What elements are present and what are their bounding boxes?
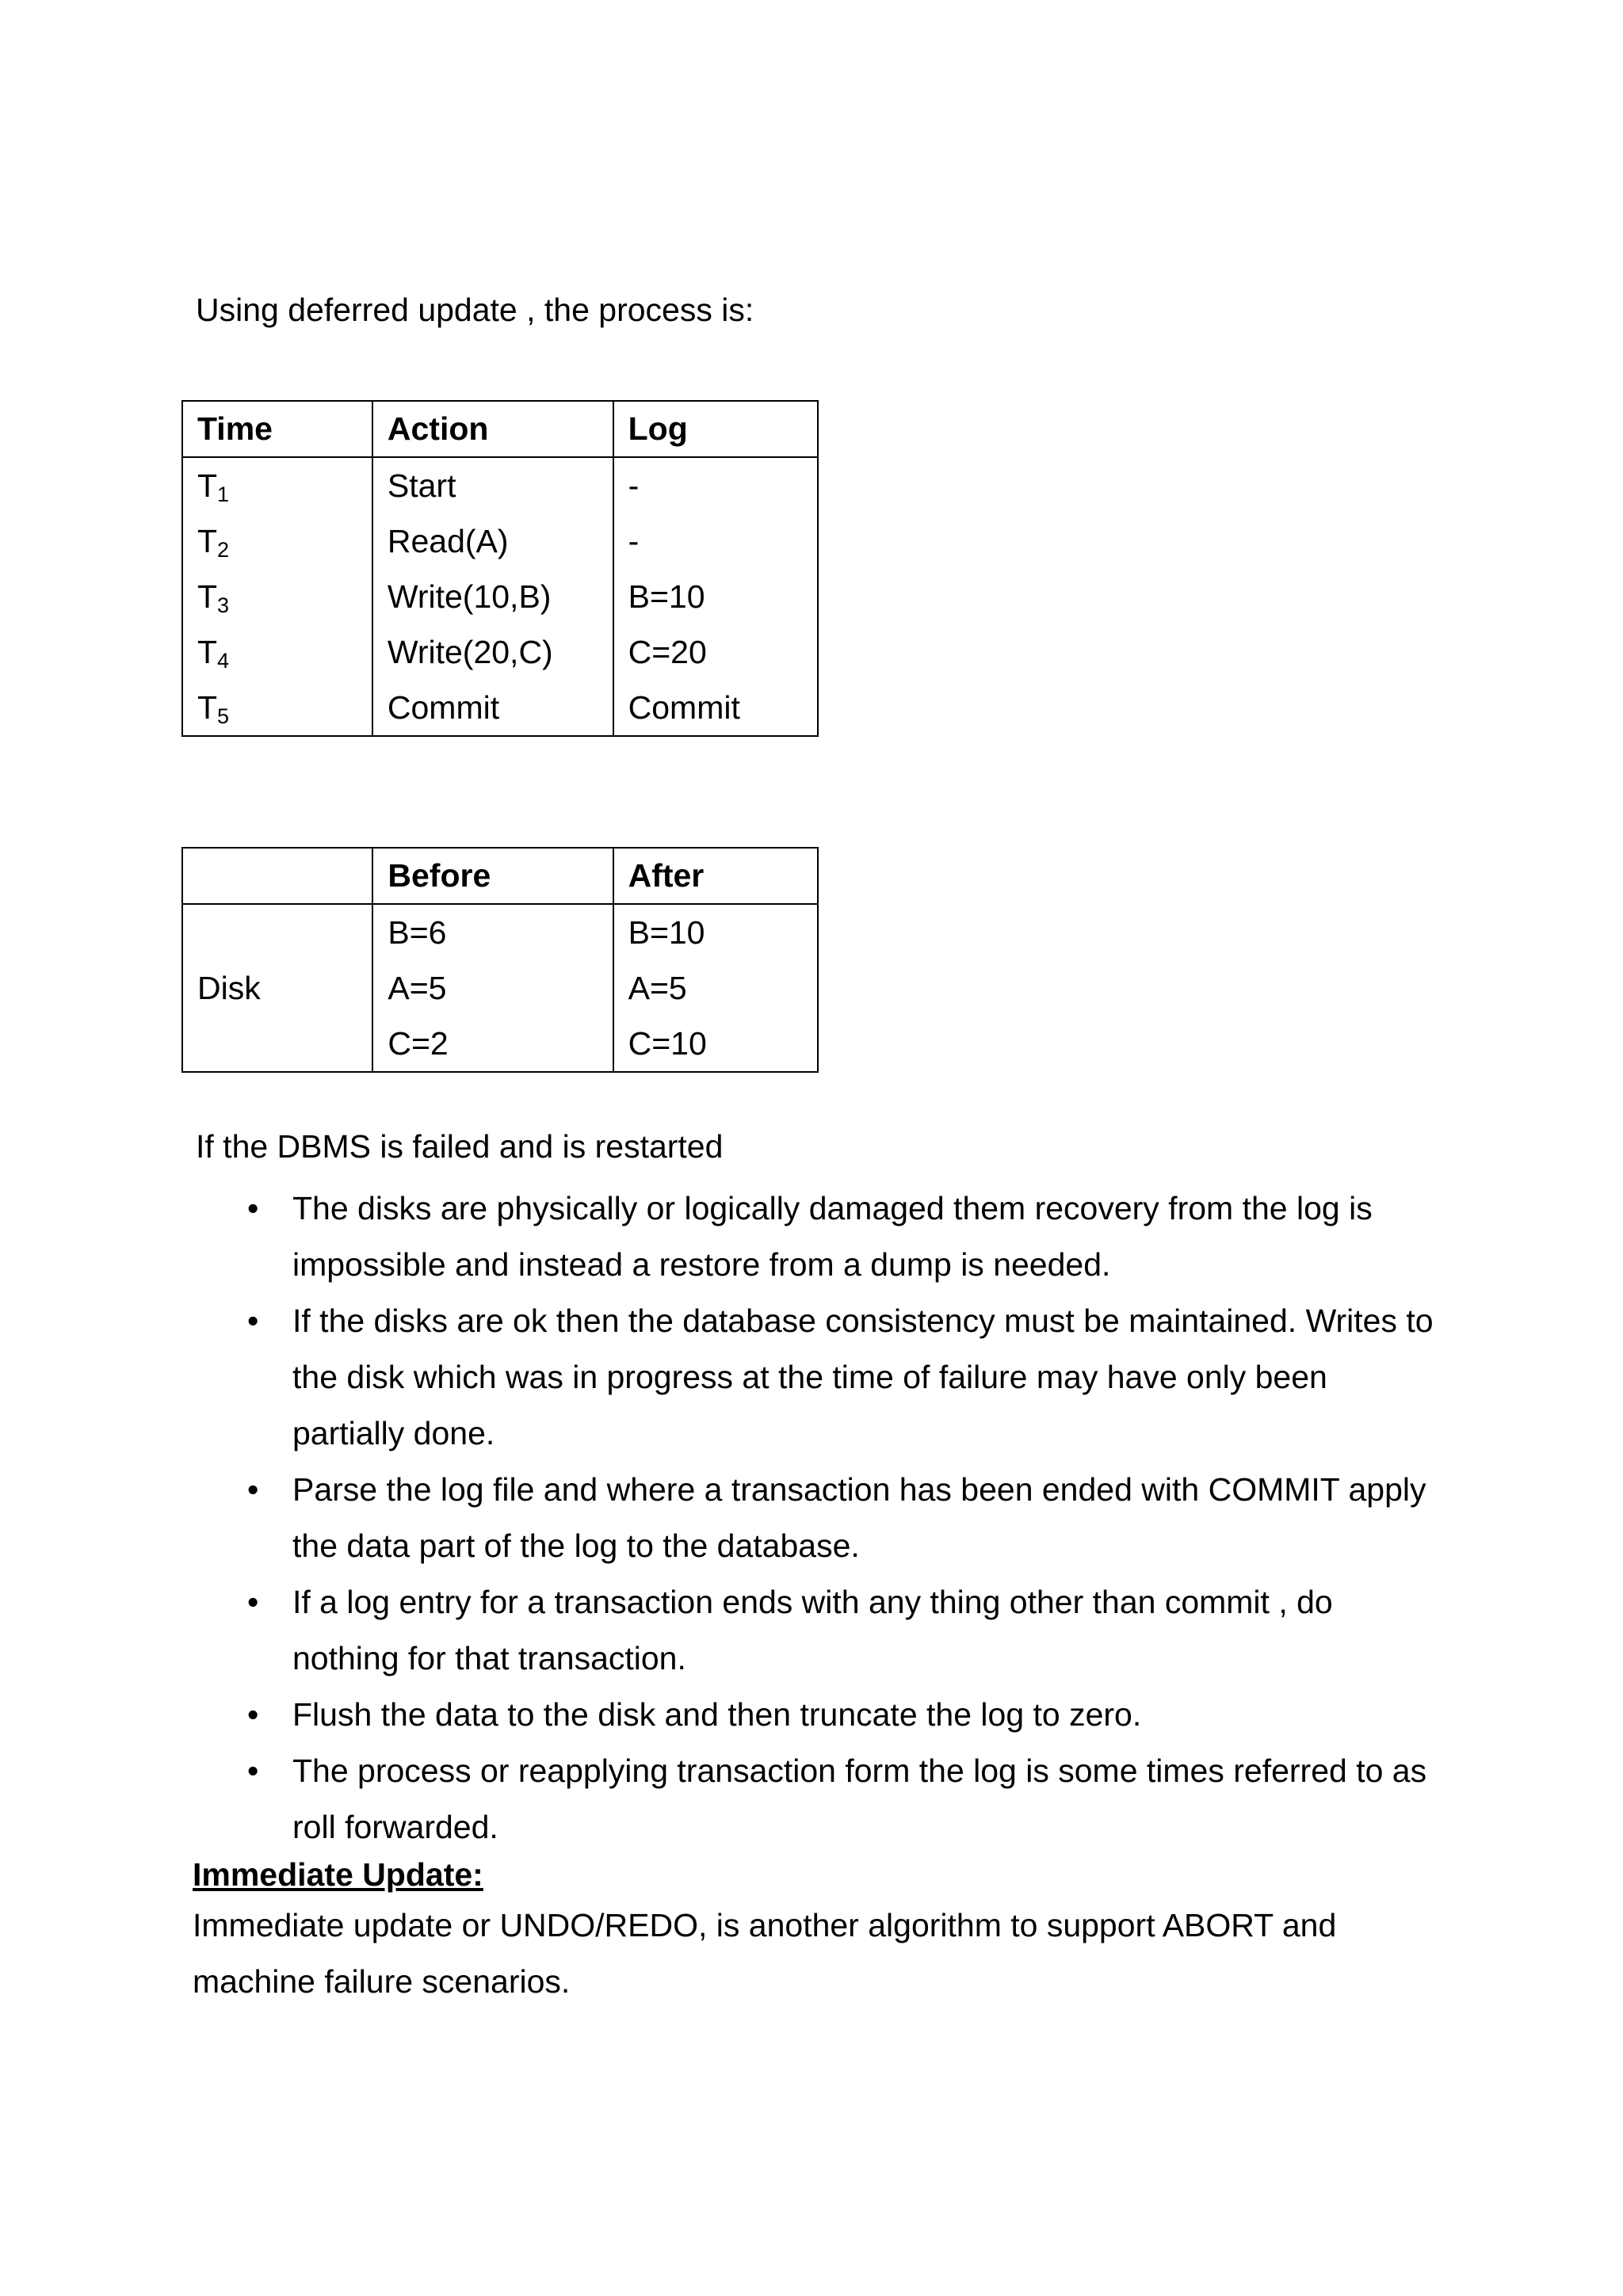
- log-table-row: [182, 680, 818, 736]
- section-heading: Immediate Update:: [193, 1856, 483, 1893]
- log-table-row: [182, 569, 818, 624]
- log-table-log-cell: C=20: [613, 624, 818, 680]
- list-item: [0, 1743, 1623, 1855]
- bullet-icon: •: [247, 1190, 259, 1226]
- list-item-text: The disks are physically or logically damaged them recovery from the log is impossible and instead a restore from a dump is needed.: [292, 1190, 1373, 1283]
- list-item-text: Flush the data to the disk and then truncate the log to zero.: [292, 1696, 1142, 1733]
- log-table-log-cell: B=10: [613, 569, 818, 624]
- log-table: [181, 400, 819, 737]
- disk-table-header-row: [182, 848, 818, 904]
- list-item-text: If the disks are ok then the database consistency must be maintained. Writes to the disk which was in progress at the time of failure may have only been partially done.: [292, 1302, 1434, 1451]
- log-table-time-cell: $T_4$: [182, 624, 372, 680]
- list-item: [0, 1574, 1623, 1687]
- disk-table-after-cell: C=10: [613, 1016, 818, 1072]
- list-item-text: The process or reapplying transaction form the log is some times referred to as roll forwarded.: [292, 1753, 1427, 1845]
- disk-table-row: [182, 904, 818, 960]
- disk-table: [181, 847, 819, 1073]
- log-table-time-cell: $T_3$: [182, 569, 372, 624]
- list-item: [0, 1462, 1623, 1574]
- log-table-log-cell: Commit: [613, 680, 818, 736]
- log-table-header-time: Time: [182, 401, 372, 457]
- list-item: [0, 1180, 1623, 1293]
- log-table-action-cell: Write(20,C): [372, 624, 613, 680]
- recovery-steps-list: [0, 1180, 1623, 1855]
- log-table-log-cell: -: [613, 457, 818, 513]
- disk-table-before-cell: A=5: [372, 960, 613, 1016]
- log-table-row: [182, 513, 818, 569]
- log-table-header-action: Action: [372, 401, 613, 457]
- bullet-icon: •: [247, 1471, 259, 1508]
- log-table-action-cell: Read(A): [372, 513, 613, 569]
- list-item-text: Parse the log file and where a transaction has been ended with COMMIT apply the data part of the log to the database.: [292, 1471, 1426, 1564]
- disk-table-header-before: Before: [372, 848, 613, 904]
- disk-table-before-cell: C=2: [372, 1016, 613, 1072]
- disk-table-after-cell: B=10: [613, 904, 818, 960]
- log-table-row: [182, 457, 818, 513]
- log-table-time-cell: $T_5$: [182, 680, 372, 736]
- bullet-icon: •: [247, 1302, 259, 1339]
- failure-heading: If the DBMS is failed and is restarted: [196, 1128, 724, 1165]
- log-table-action-cell: Write(10,B): [372, 569, 613, 624]
- disk-table-header-after: After: [613, 848, 818, 904]
- bullet-icon: •: [247, 1696, 259, 1733]
- log-table-header-log: Log: [613, 401, 818, 457]
- log-table-action-cell: Commit: [372, 680, 613, 736]
- log-table-header-row: [182, 401, 818, 457]
- list-item: [0, 1293, 1623, 1462]
- disk-table-row-label: Disk: [182, 904, 372, 1072]
- bullet-icon: •: [247, 1753, 259, 1789]
- section-body: Immediate update or UNDO/REDO, is another algorithm to support ABORT and machine failure scenarios.: [193, 1907, 1337, 2000]
- list-item: [0, 1687, 1623, 1743]
- disk-table-before-cell: B=6: [372, 904, 613, 960]
- log-table-row: [182, 624, 818, 680]
- disk-table-header-empty: [182, 848, 372, 904]
- log-table-log-cell: -: [613, 513, 818, 569]
- log-table-time-cell: $T_2$: [182, 513, 372, 569]
- list-item-text: If a log entry for a transaction ends with any thing other than commit , do nothing for that transaction.: [292, 1584, 1333, 1676]
- intro-text: Using deferred update , the process is:: [196, 292, 754, 328]
- bullet-icon: •: [247, 1584, 259, 1620]
- disk-table-after-cell: A=5: [613, 960, 818, 1016]
- log-table-action-cell: Start: [372, 457, 613, 513]
- log-table-time-cell: $T_1$: [182, 457, 372, 513]
